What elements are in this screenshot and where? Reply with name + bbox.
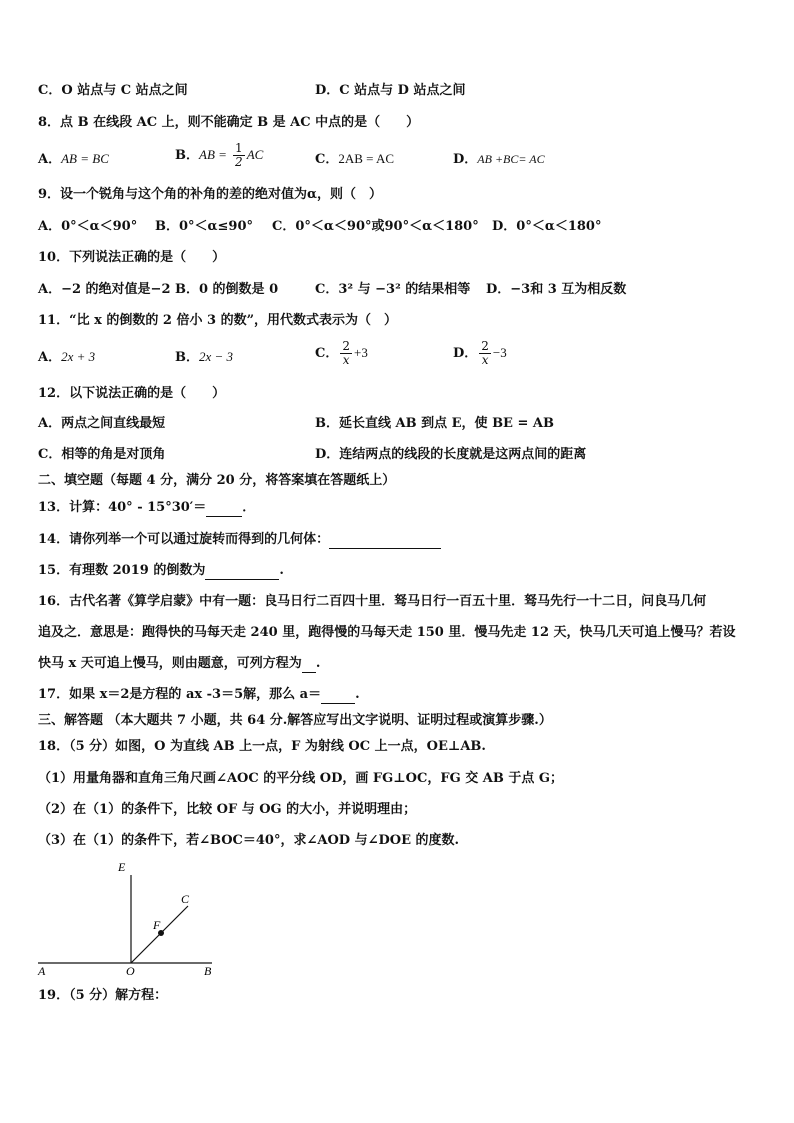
q12-stem: 12．以下说法正确的是（ ）	[38, 386, 226, 401]
geometry-figure	[30, 855, 230, 980]
q8-option-a: A．AB = BC	[38, 151, 109, 167]
label-e: E	[118, 860, 126, 874]
q11-option-b: B．2x − 3	[175, 349, 234, 365]
q8-option-b: B．AB = $\frac{1}{2}$ AC	[175, 141, 264, 169]
q10-option-c: C．3² 与 −3² 的结果相等	[315, 282, 471, 297]
q10-option-b: B．0 的倒数是 0	[175, 282, 279, 297]
q11-stem: 11．“比 x 的倒数的 2 倍小 3 的数”，用代数式表示为（ ）	[38, 313, 398, 328]
q16-line-3: 快马 x 天可追上慢马，则由题意，可列方程为 .	[38, 656, 321, 671]
q15: 15．有理数 2019 的倒数为 .	[38, 563, 284, 578]
q11-option-d: D． $\frac{2}{x}$ −3	[453, 339, 507, 367]
q11-option-c: C． $\frac{2}{x}$ +3	[315, 339, 368, 367]
q7-option-c: C．O 站点与 C 站点之间	[38, 83, 188, 98]
q8-stem: 8．点 B 在线段 AC 上，则不能确定 B 是 AC 中点的是（ ）	[38, 115, 420, 130]
q8-option-d: D．AB +BC= AC	[453, 152, 545, 167]
q13: 13．计算：40° - 15°30′＝ ．	[38, 500, 256, 515]
q12-option-a: A．两点之间直线最短	[38, 416, 166, 431]
label-b: B	[204, 964, 212, 978]
q19: 19．（5 分）解方程：	[38, 988, 168, 1003]
q10-option-a: A．−2 的绝对值是−2	[38, 282, 171, 297]
q8-option-c: C．2AB = AC	[315, 151, 395, 167]
label-c: C	[181, 892, 190, 906]
q9-option-c: C．0°＜α＜90°或90°＜α＜180°	[272, 219, 479, 234]
q18-part-2: （2）在（1）的条件下，比较 OF 与 OG 的大小，并说明理由；	[38, 802, 417, 817]
q12-option-b: B．延长直线 AB 到点 E，使 BE = AB	[315, 416, 554, 431]
q18-stem: 18．（5 分）如图，O 为直线 AB 上一点，F 为射线 OC 上一点，OE⊥AB.	[38, 739, 486, 754]
q11-option-a: A．2x + 3	[38, 349, 96, 365]
q9-option-d: D．0°＜α＜180°	[492, 219, 602, 234]
q9-stem: 9．设一个锐角与这个角的补角的差的绝对值为α，则（ ）	[38, 187, 383, 202]
q10-option-d: D．−3和 3 互为相反数	[486, 282, 627, 297]
label-a: A	[38, 964, 46, 978]
q7-option-d: D．C 站点与 D 站点之间	[315, 83, 466, 98]
q18-part-3: （3）在（1）的条件下，若∠BOC＝40°，求∠AOD 与∠DOE 的度数.	[38, 833, 460, 848]
label-f: F	[153, 918, 161, 932]
section-3-heading: 三、解答题 （本大题共 7 小题，共 64 分.解答应写出文字说明、证明过程或演算步骤.）	[38, 713, 552, 728]
q12-option-d: D．连结两点的线段的长度就是这两点间的距离	[315, 447, 587, 462]
q9-option-b: B．0°＜α≤90°	[155, 219, 254, 234]
section-2-heading: 二、填空题（每题 4 分，满分 20 分，将答案填在答题纸上）	[38, 473, 396, 488]
q10-stem: 10．下列说法正确的是（ ）	[38, 250, 226, 265]
q18-part-1: （1）用量角器和直角三角尺画∠AOC 的平分线 OD，画 FG⊥OC，FG 交 AB 于点 G；	[38, 771, 563, 786]
q16-line-1: 16．古代名著《算学启蒙》中有一题：良马日行二百四十里．驽马日行一百五十里．驽马先行一十二日，问良马几何	[38, 594, 707, 609]
q16-line-2: 追及之．意思是：跑得快的马每天走 240 里，跑得慢的马每天走 150 里．慢马先走 12 天，快马几天可追上慢马？若设	[38, 625, 736, 640]
q14: 14．请你列举一个可以通过旋转而得到的几何体：	[38, 531, 764, 549]
label-o: O	[126, 964, 135, 978]
q12-option-c: C．相等的角是对顶角	[38, 447, 166, 462]
q17: 17．如果 x＝2是方程的 ax -3＝5解，那么 a＝ .	[38, 687, 360, 702]
q9-option-a: A．0°＜α＜90°	[38, 219, 138, 234]
